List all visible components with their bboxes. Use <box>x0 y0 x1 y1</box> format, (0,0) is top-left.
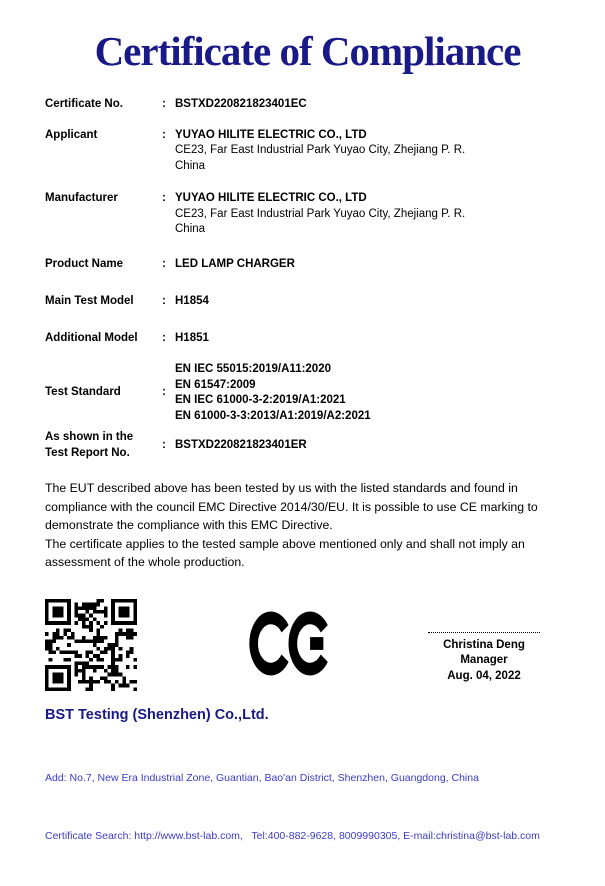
field-colon: : <box>162 257 166 270</box>
field-row-product-name <box>45 257 570 273</box>
field-colon: : <box>162 331 166 344</box>
field-colon: : <box>162 295 166 307</box>
applicant-address-line: CE23, Far East Industrial Park Yuyao City, Zhejiang P. R. <box>175 144 466 156</box>
field-label: Main Test Model <box>45 295 134 307</box>
field-row-test-report-no <box>45 430 570 461</box>
ce-marking-logo <box>249 611 332 691</box>
applicant-name: YUYAO HILITE ELECTRIC CO., LTD <box>175 128 367 141</box>
field-label: Additional Model <box>45 331 138 344</box>
applicant-address-line: China <box>175 159 206 172</box>
signature-block <box>428 632 540 691</box>
compliance-statement <box>45 479 570 572</box>
manufacturer-name: YUYAO HILITE ELECTRIC CO., LTD <box>175 192 367 204</box>
field-row-main-test-model <box>45 294 570 310</box>
signatory-name: Christina Deng <box>443 638 525 651</box>
test-report-number-value: BSTXD220821823401ER <box>175 438 307 451</box>
field-label: As shown in the Test Report No. <box>45 431 134 459</box>
test-standard-line: EN 61547:2009 <box>175 378 256 391</box>
field-row-manufacturer <box>45 191 570 238</box>
field-row-certificate-no <box>45 97 570 113</box>
certificate-fields <box>45 97 570 461</box>
statement-paragraph-1: The EUT described above has been tested by us with the listed standards and found in compliance with the council EMC Directive 2014/30/EU. It is possible to use CE marking to demonstrate the compliance with this EMC Directive. <box>45 481 538 533</box>
footer-address: Add: No.7, New Era Industrial Zone, Guantian, Bao'an District, Shenzhen, Guangdong, China <box>45 771 479 784</box>
qr-code <box>45 599 137 691</box>
test-standard-line: EN IEC 55015:2019/A11:2020 <box>175 363 331 375</box>
signatory-title: Manager <box>460 654 508 667</box>
field-colon: : <box>162 98 166 110</box>
test-standard-line: EN IEC 61000-3-2:2019/A1:2021 <box>175 394 346 406</box>
marks-and-signature-row <box>45 599 570 691</box>
signature-date: Aug. 04, 2022 <box>447 669 521 682</box>
test-standard-line: EN 61000-3-3:2013/A1:2019/A2:2021 <box>175 409 371 422</box>
main-test-model-value: H1854 <box>175 295 209 307</box>
field-row-additional-model <box>45 331 570 347</box>
additional-model-value: H1851 <box>175 331 209 344</box>
field-colon: : <box>162 438 166 451</box>
footer <box>45 707 570 886</box>
field-row-test-standard <box>45 362 570 424</box>
statement-paragraph-2: The certificate applies to the tested sample above mentioned only and shall not imply an assessment of the whole production. <box>45 536 525 570</box>
field-label: Certificate No. <box>45 98 123 110</box>
certificate-number-value: BSTXD220821823401EC <box>175 98 307 110</box>
field-row-applicant <box>45 128 570 175</box>
field-label: Applicant <box>45 128 98 141</box>
product-name-value: LED LAMP CHARGER <box>175 257 295 270</box>
field-colon: : <box>162 128 166 141</box>
field-label: Product Name <box>45 257 123 270</box>
manufacturer-address-line: CE23, Far East Industrial Park Yuyao City, Zhejiang P. R. <box>175 207 466 220</box>
certificate-title: Certificate of Compliance <box>94 28 521 74</box>
signature-line <box>428 632 540 633</box>
footer-search-line: Certificate Search: http://www.bst-lab.com, Tel:400-882-9628, 8009990305, E-mail:christina@bst-lab.com <box>45 830 540 843</box>
manufacturer-address-line: China <box>175 223 206 235</box>
field-colon: : <box>162 192 166 204</box>
field-label: Manufacturer <box>45 192 118 204</box>
field-colon: : <box>162 386 166 399</box>
footer-company-name: BST Testing (Shenzhen) Co.,Ltd. <box>45 706 269 723</box>
field-label: Test Standard <box>45 386 121 399</box>
